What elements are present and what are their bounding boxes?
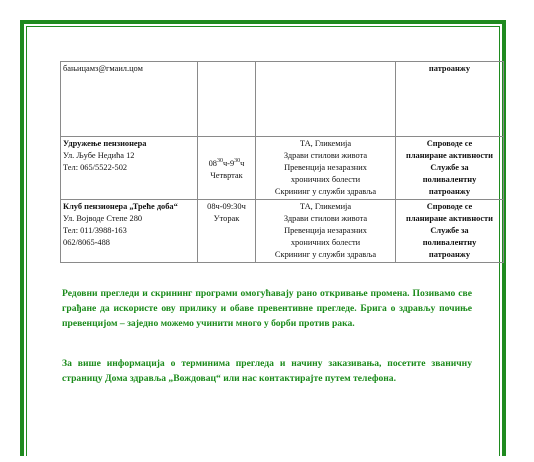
time-cell xyxy=(198,62,256,137)
time-range: $08^{30}ч-9^{30}ч$ xyxy=(208,158,245,168)
day-label: Четвртак xyxy=(210,171,243,180)
time-cell xyxy=(198,200,256,263)
note-line: поливалентну xyxy=(422,238,477,247)
activity-line: ТА, Гликемија xyxy=(299,202,352,211)
org-name: Удружење пензионера xyxy=(63,139,147,148)
activity-line: Скрининг у служби здравља xyxy=(274,187,377,196)
note-line: поливалентну xyxy=(422,175,477,184)
activity-line: хроничних болести xyxy=(290,238,361,247)
activity-line: Здрави стилови живота xyxy=(283,214,368,223)
note-line: планиране активности xyxy=(406,151,493,160)
activity-line: хроничних болести xyxy=(290,175,361,184)
note-cell xyxy=(396,137,504,200)
org-address: Ул. Војводе Степе 280 xyxy=(63,214,143,223)
org-cell xyxy=(61,62,198,137)
note-line: Спроводе се xyxy=(426,202,473,211)
activities-cell xyxy=(256,62,396,137)
activities-cell xyxy=(256,200,396,263)
time-cell xyxy=(198,137,256,200)
note-cell xyxy=(396,200,504,263)
table-row xyxy=(61,200,504,263)
note-line: Службе за xyxy=(430,163,469,172)
note-line: планиране активности xyxy=(406,214,493,223)
note-line: патроанжу xyxy=(428,187,471,196)
time-range: 08ч-09:30ч xyxy=(207,202,246,211)
activity-line: Здрави стилови живота xyxy=(283,151,368,160)
note-cell xyxy=(396,62,504,137)
note-line: Спроводе се xyxy=(426,139,473,148)
screening-paragraph: Редовни прегледи и скрининг програми омогућавају рано откривање промена. Позивамо све грађане да искористе ову прилику и обаве превентивне прегледе. Брига о здрављу почиње превенцијом – заједно можемо учинити много у борби против рака. xyxy=(62,288,472,330)
activity-line: Скрининг у служби здравља xyxy=(274,250,377,259)
activity-line: Превенција незаразних xyxy=(284,163,367,172)
activities-cell xyxy=(256,137,396,200)
table-row xyxy=(61,62,504,137)
table-row xyxy=(61,137,504,200)
activity-line: Превенција незаразних xyxy=(284,226,367,235)
org-name: Клуб пензионера „Треће доба“ xyxy=(63,202,178,211)
activity-line: ТА, Гликемија xyxy=(299,139,352,148)
schedule-table xyxy=(60,61,504,263)
org-cell xyxy=(61,200,198,263)
org-cell xyxy=(61,137,198,200)
org-email: бањицамз@гмаил.цом xyxy=(63,64,143,73)
note-line: патроанжу xyxy=(428,250,471,259)
org-phone: Тел: 011/3988-163 xyxy=(63,226,127,235)
note-line: патроанжу xyxy=(428,64,471,73)
contact-paragraph: За више информација о терминима прегледа и начину заказивања, посетите званичну страницу Дома здравља „Вождовац“ или нас контактирајте путем телефона. xyxy=(62,358,472,385)
org-address: Ул. Љубе Недића 12 xyxy=(63,151,135,160)
note-line: Службе за xyxy=(430,226,469,235)
org-phone: 062/8065-488 xyxy=(63,238,110,247)
org-phone: Тел: 065/5522-502 xyxy=(63,163,128,172)
day-label: Уторак xyxy=(213,214,240,223)
